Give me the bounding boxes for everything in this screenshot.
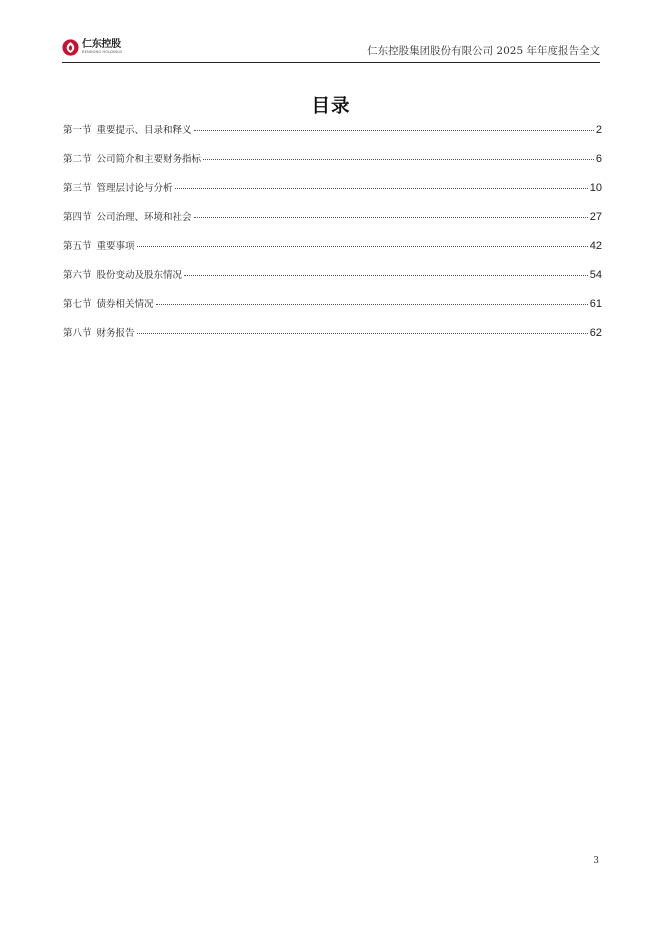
- logo-text-en: RENDONG HOLDINGS: [82, 50, 123, 54]
- company-logo: [62, 36, 122, 58]
- toc-entry-section-7[interactable]: [63, 296, 602, 325]
- toc-section-name: 重要提示、目录和释义: [96, 125, 192, 136]
- toc-dot-leader: [137, 333, 588, 334]
- toc-section-name: 公司简介和主要财务指标: [96, 154, 202, 165]
- toc-section-name: 公司治理、环境和社会: [96, 212, 192, 223]
- toc-section-number: 第六节: [63, 270, 92, 281]
- toc-section-name: 财务报告: [96, 328, 135, 339]
- toc-section-number: 第七节: [63, 299, 92, 310]
- toc-section-number: 第三节: [63, 183, 92, 194]
- toc-section-name: 管理层讨论与分析: [96, 183, 173, 194]
- table-of-contents: [63, 122, 602, 354]
- toc-page-number: 27: [589, 211, 602, 223]
- document-title: 仁东控股集团股份有限公司 2025 年年度报告全文: [367, 45, 600, 57]
- page-header: [62, 34, 600, 63]
- toc-dot-leader: [194, 130, 594, 131]
- toc-entry-section-2[interactable]: [63, 151, 602, 180]
- toc-dot-leader: [203, 159, 594, 160]
- toc-title: 目录: [311, 96, 351, 117]
- toc-page-number: 10: [589, 182, 602, 194]
- logo-text-cn: 仁东控股: [82, 39, 121, 50]
- toc-section-number: 第二节: [63, 154, 92, 165]
- toc-dot-leader: [156, 304, 588, 305]
- toc-page-number: 2: [595, 124, 602, 136]
- toc-page-number: 6: [595, 153, 602, 165]
- toc-page-number: 54: [589, 269, 602, 281]
- toc-section-number: 第五节: [63, 241, 92, 252]
- toc-entry-section-8[interactable]: [63, 325, 602, 354]
- toc-section-name: 重要事项: [96, 241, 135, 252]
- company-logo-icon: [62, 39, 79, 56]
- toc-dot-leader: [184, 275, 588, 276]
- toc-section-number: 第八节: [63, 328, 92, 339]
- toc-section-number: 第一节: [63, 125, 92, 136]
- toc-section-number: 第四节: [63, 212, 92, 223]
- toc-section-name: 股份变动及股东情况: [96, 270, 183, 281]
- toc-dot-leader: [137, 246, 588, 247]
- toc-section-name: 债券相关情况: [96, 299, 154, 310]
- toc-entry-section-1[interactable]: [63, 122, 602, 151]
- toc-entry-section-6[interactable]: [63, 267, 602, 296]
- toc-entry-section-5[interactable]: [63, 238, 602, 267]
- toc-entry-section-3[interactable]: [63, 180, 602, 209]
- page-number: 3: [593, 856, 599, 866]
- toc-dot-leader: [175, 188, 588, 189]
- toc-page-number: 62: [589, 327, 602, 339]
- toc-page-number: 61: [589, 298, 602, 310]
- toc-page-number: 42: [589, 240, 602, 252]
- toc-entry-section-4[interactable]: [63, 209, 602, 238]
- toc-dot-leader: [194, 217, 588, 218]
